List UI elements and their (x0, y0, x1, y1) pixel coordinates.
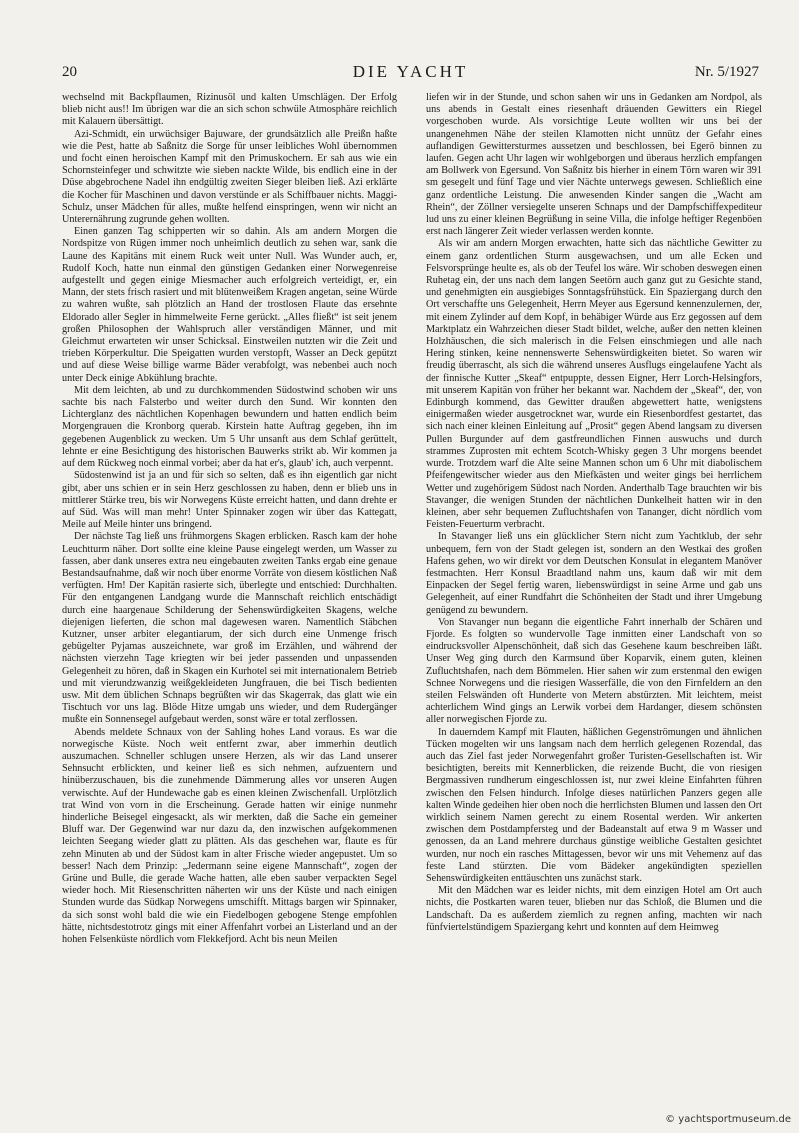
paragraph: Abends meldete Schnaux von der Sahling hohes Land voraus. Es war die norwegische Küste. Noch weit entfernt zwar, aber immerhin deutlich auszumachen. Schneller schlugen unsere Herzen, als wir das Land unserer Sehnsucht erblickten, und keiner ließ es sich nehmen, aufzuentern und hinüberzuschauen, bis die zunehmende Dämmerung alles vor unseren Augen verwischte. Auf der Hundewache gab es einen kleinen Zwischenfall. Urplötzlich trat Wind von vorn in die Erscheinung. Gerade hatten wir einige nunmehr hinderliche Beisegel eingesackt, als wir merkten, daß die Sache ein gemeiner Bluff war. Der Gegenwind war nur dazu da, den inzwischen aufgekommenen leichten Seegang wieder glatt zu plätten. Als das geschehen war, flaute es für zehn Minuten ab und der Südost kam in alter Frische wieder angepustet. Um so besser! Nach dem Prinzip: „Jedermann seine eigene Mannschaft“, zogen der Grüne und Bulle, die gerade Wache hatten, alle eben sauber verpackten Segel wieder hoch. Mit Riesenschritten näherten wir uns der Küste und nach einigen Stunden wurde das Südkap Norwegens umschifft. Mittags bargen wir Spinnaker, da sich sonst wohl bald die wie ein Fiedelbogen gebogene Stenge empfohlen hätte, nichtsdestotrotz gings mit einer Affenfahrt vorbei an Listerland und an der hohen Felsenküste nördlich vom Flekkefjord. Acht bis neun Meilen (62, 726, 397, 946)
paragraph: Der nächste Tag ließ uns frühmorgens Skagen erblicken. Rasch kam der hohe Leuchtturm näher. Dort sollte eine kleine Pause eingelegt werden, um Wasser zu fassen, aber dank unseres extra neu eingebauten zweiten Tanks ergab eine genaue Bestandsaufnahme, daß wir noch über enorme Vorräte von diesem köstlichen Naß verfügten. Hm! Der Kapitän rasierte sich, überlegte und entschied: Durchhalten. Für den entgangenen Landgang wurde die Mannschaft reichlich entschädigt durch eine haargenaue Schilderung der Sehenswürdigkeiten Skagens, welche diejenigen lieferten, die schon mal dagewesen waren. Namentlich Stäbchen Kutzner, unser arbiter elegantiarum, der sich durch eine Unmenge frisch gebügelter Pyjamas auszeichnete, war groß im Erzählen, und während der nächsten vierzehn Tage kriegten wir bei jeder passenden und unpassenden Gelegenheit zu hören, daß in Skagen ein Kurhotel sei mit internationalem Betrieb und mit vierundzwanzig weißgekleideten Jungfrauen, die bei Tisch bedienten usw. Mit dem üblichen Schnaps begrüßten wir das Skagerrak, das glatt wie ein Tischtuch vor uns lag. Blöde Hitze umgab uns wieder, und dem Rudergänger mußte ein Sonnensegel aufgebaut werden, sonst wäre er total zerflossen. (62, 531, 397, 726)
page-header (62, 62, 759, 82)
page-number: 20 (62, 64, 77, 80)
paragraph: Mit den Mädchen war es leider nichts, mit dem einzigen Hotel am Ort auch nichts, die Postkarten waren teuer, blieben nur das Schloß, die Blumen und die Landschaft. Da es außerdem ziemlich zu regnen anfing, machten wir nach fünfviertelstündigem Spaziergang kehrt und konnten auf dem Heimweg (426, 885, 762, 933)
paragraph: liefen wir in der Stunde, und schon sahen wir uns in Gedanken am Nordpol, als uns abends in Gestalt eines riesenhaft dräuenden Gewitters ein Riegel vorgeschoben wurde. Als vorsichtige Leute wollten wir uns bei der unangenehmen Nähe der steilen Klamotten nicht unnütz der Gefahr eines auflandigen Gewittersturmes aussetzen und beschlossen, bei Egerö binnen zu laufen. Gegen acht Uhr lagen wir wohlgeborgen und überaus herzlich empfangen am Bollwerk von Egersund. Von Saßnitz bis hierher in einem Törn waren wir 391 sm gesegelt und fünf Tage und vier Nächte unterwegs gewesen. Schließlich eine ganz ordentliche Leistung. Die anwesenden Kinder sangen die „Wacht am Rhein“, der Zöllner versiegelte unseren Schnaps und der Dampfschiffexpediteur lud uns zu einer kleinen Begrüßung in seine Villa, die infolge heftiger Regenböen erst nach längerer Zeit wieder verlassen werden konnte. (426, 92, 762, 238)
paragraph: Von Stavanger nun begann die eigentliche Fahrt innerhalb der Schären und Fjorde. Es folgten so wundervolle Tage inmitten einer Landschaft von so eindrucksvoller Alpenschönheit, daß sich das Gesehene kaum beschreiben läßt. Unser Weg ging durch den Karmsund über Koparvik, einem guten, kleinen Zufluchtshafen, nach dem Bömmelen. Hier sahen wir zum erstenmal den ewigen Schnee Norwegens und die riesigen Wasserfälle, die von den Firnfeldern an den steilen Felswänden oft Hunderte von Metern abstürzten. Mit leichtem, meist achterlichem Wind gings an Lerwik vorbei dem Hardanger, diesem schönsten aller norwegischen Fjorde zu. (426, 616, 762, 726)
paragraph: In dauerndem Kampf mit Flauten, häßlichen Gegenströmungen und ähnlichen Tücken mogelten wir uns langsam nach dem herrlich gelegenen Rozendal, das auch das Ziel fast jeder Norwegenfahrt großer Turisten-Gesellschaften ist. Wir besichtigten, bereits mit Kennerblicken, die reizende Bucht, die von riesigen Bergmassiven rundherum eingeschlossen ist, nur zwei kleine Einfahrten führen zwischen den Felsen hindurch. Infolge dieses natürlichen Panzers gegen alle kalten Winde gedeihen hier oben noch die herrlichsten Blumen und lassen den Ort wirklich seinem Namen gerecht zu einem Rosental werden. Wir ankerten zwischen dem Postdampfersteg und der Badeanstalt auf etwa 9 m Wasser und genossen, da an Land mehrere durchaus günstige weibliche Gestalten gesichtet wurden, nur noch ein rasches Mittagessen, bevor wir uns mit Vehemenz auf das feste Land stürzten. Die vom Bädeker angekündigten speziellen Sehenswürdigkeiten enttäuschten uns zunächst stark. (426, 726, 762, 884)
left-column (62, 92, 397, 1092)
paragraph: In Stavanger ließ uns ein glücklicher Stern nicht zum Yachtklub, der sehr unbequem, fern von der Stadt gelegen ist, sondern an den Westkai des großen Hafens gehen, wo wir direkt vor dem Deutschen Konsulat in elegantem Manöver festmachten. Herr Konsul Braadtland nahm uns, kaum daß wir mit dem Einpacken der Segel fertig waren, liebenswürdigst in seine Arme und gab uns Gelegenheit, auf einer Rundfahrt die Schönheiten der Stadt und ihrer Umgebung genügend zu bewundern. (426, 531, 762, 616)
paragraph: wechselnd mit Backpflaumen, Rizinusöl und kalten Umschlägen. Der Erfolg blieb nicht aus!! Im übrigen war die an sich schon schwüle Atmosphäre reichlich mit Kalauern übersättigt. (62, 92, 397, 128)
magazine-title: DIE YACHT (352, 62, 469, 81)
right-column (426, 92, 762, 1092)
paragraph: Südostenwind ist ja an und für sich so selten, daß es ihn eigentlich gar nicht gibt, aber uns schien er in sein Herz geschlossen zu haben, denn er blieb uns in mittlerer Stärke treu, bis wir Norwegens Küste erreicht hatten, und dann drehte er auf Süd. Was will man mehr! Unter Spinnaker zogen wir über das Kattegatt, Meile auf Meile hinter uns bringend. (62, 470, 397, 531)
copyright-watermark: © yachtsportmuseum.de (665, 1114, 791, 1125)
paragraph: Als wir am andern Morgen erwachten, hatte sich das nächtliche Gewitter zu einem ganz ordentlichen Sturm ausgewachsen, und um alle Ecken und Felsvorsprünge heulte es, als ob der Teufel los wäre. Wir schoben deswegen einen Ruhetag ein, der uns nach dem langen Seetörn auch ganz gut zu Gesichte stand, und genehmigten ein ausgiebiges Sonntagsfrühstück. Ein Spaziergang durch den Ort verschaffte uns Gelegenheit, Herrn Meyer aus Egersund kennenzulernen, der, mit einem Zylinder auf dem Kopf, in behäbiger Würde aus Erz gegossen auf dem Marktplatz ein Wahrzeichen dieser Stadt bildet, welche, außer den netten kleinen Holzhäuschen, die sich malerisch in die Felsen einschmiegen und alle nach Hering stinken, keine nennenswerte Sehenswürdigkeiten bietet. So waren wir freudig überrascht, als sich die während unseres Ausflugs eingelaufene Yacht als der finnische Kutter „Skeaf“ entpuppte, dessen Eigner, Herr Lorch-Helsingfors, mit unserem Kapitän von früher her bekannt war. Nachdem der „Skeaf“, der, von Edinburgh kommend, das Gewitter draußen abgewettert hatte, wenigstens einigermaßen wieder ausgetrocknet war, wurde ein Riesenbordfest gestartet, das sich nach einer kleinen Einleitung auf „Prosit“ gegen Abend langsam zu diversen Pullen Burgunder auf dem gastfreundlichen Finnen auswuchs und durch strammes Zuprosten mit echtem Scotch-Whisky gegen 3 Uhr morgens beendet wurde. Trotzdem warf die Alte seine Mannen schon um 6 Uhr mit diabolischem Pfeifengewitscher wieder aus den Miefkästen und weiter gings bei herrlichem Wetter und zugehörigem Südost nach Norden. Anderthalb Tage brauchten wir bis Stavanger, die wenigen Stunden der nächtlichen Dunkelheit hatten wir in den kleinen, aber sehr bequemen Zufluchtshafen von Tananger, dicht nördlich vom Feisten-Feuerturm verbracht. (426, 238, 762, 531)
paragraph: Einen ganzen Tag schipperten wir so dahin. Als am andern Morgen die Nordspitze von Rügen immer noch unheimlich deutlich zu sehen war, sank die Laune des Kapitäns mit einem Ruck weit unter Null. Was Wunder auch, er, Rudolf Koch, hatte nun einmal den günstigen Gedanken einer Norwegenreise aufgestellt und gegen einige Miesmacher auch erfolgreich verteidigt, er, ein Mann, der stets frisch rasiert und mit blütenweißem Kragen angetan, seine Würde zu wahren wußte, sah plötzlich an Hand der trostlosen Flaute das ersehnte Eldorado aller Segler in himmelweite Ferne gerückt. „Alles fließt“ ist seit jenem großen Philosophen der Wahlspruch aller verständigen Männer, und mit Gleichmut erwarteten wir unser Schicksal. Einstweilen nutzten wir die Zeit und trieben Körperkultur. Die Speigatten wurden verstopft, Wasser an Deck gepützt und auf diese Weise billige warme Bäder verabfolgt, was nebenbei auch noch unter Deck einige Abkühlung brachte. (62, 226, 397, 384)
paragraph: Azi-Schmidt, ein urwüchsiger Bajuware, der grundsätzlich alle Preißn haßte wie die Pest, hatte ab Saßnitz die Sorge für unser leibliches Wohl übernommen und focht einen heroischen Kampf mit den Primuskochern. Er sah aus wie ein Schornsteinfeger und schwitzte wie sieben nackte Wilde, bis endlich eine in der Düse abgebrochene Nadel ihn endgültig zweiten Sieger bleiben ließ. Azi erklärte die Kocher für Maschinen und davon verstünde er als Schiffbauer nichts. Maggi-Schulz, unser Mädchen für alles, mußte helfend einspringen, wenn wir nicht an Unterernährung zugrunde gehen wollten. (62, 128, 397, 226)
issue-number: Nr. 5/1927 (694, 64, 759, 80)
paragraph: Mit dem leichten, ab und zu durchkommenden Südostwind schoben wir uns sachte bis nach Falsterbo und weiter durch den Sund. Wir konnten den Lichterglanz des nächtlichen Kopenhagen bewundern und hatten endlich beim Morgengrauen die Kronborg querab. Kirstein hatte Auftrag gegeben, ihn im gegebenen Augenblick zu wecken. Um 5 Uhr unsanft aus dem Schlaf gerüttelt, lehnte er eine Besichtigung des historischen Bauwerks strikt ab. Wir kommen ja auf dem Rückweg noch einmal vorbei; aber da hat er's, glaub' ich, auch verpennt. (62, 384, 397, 470)
